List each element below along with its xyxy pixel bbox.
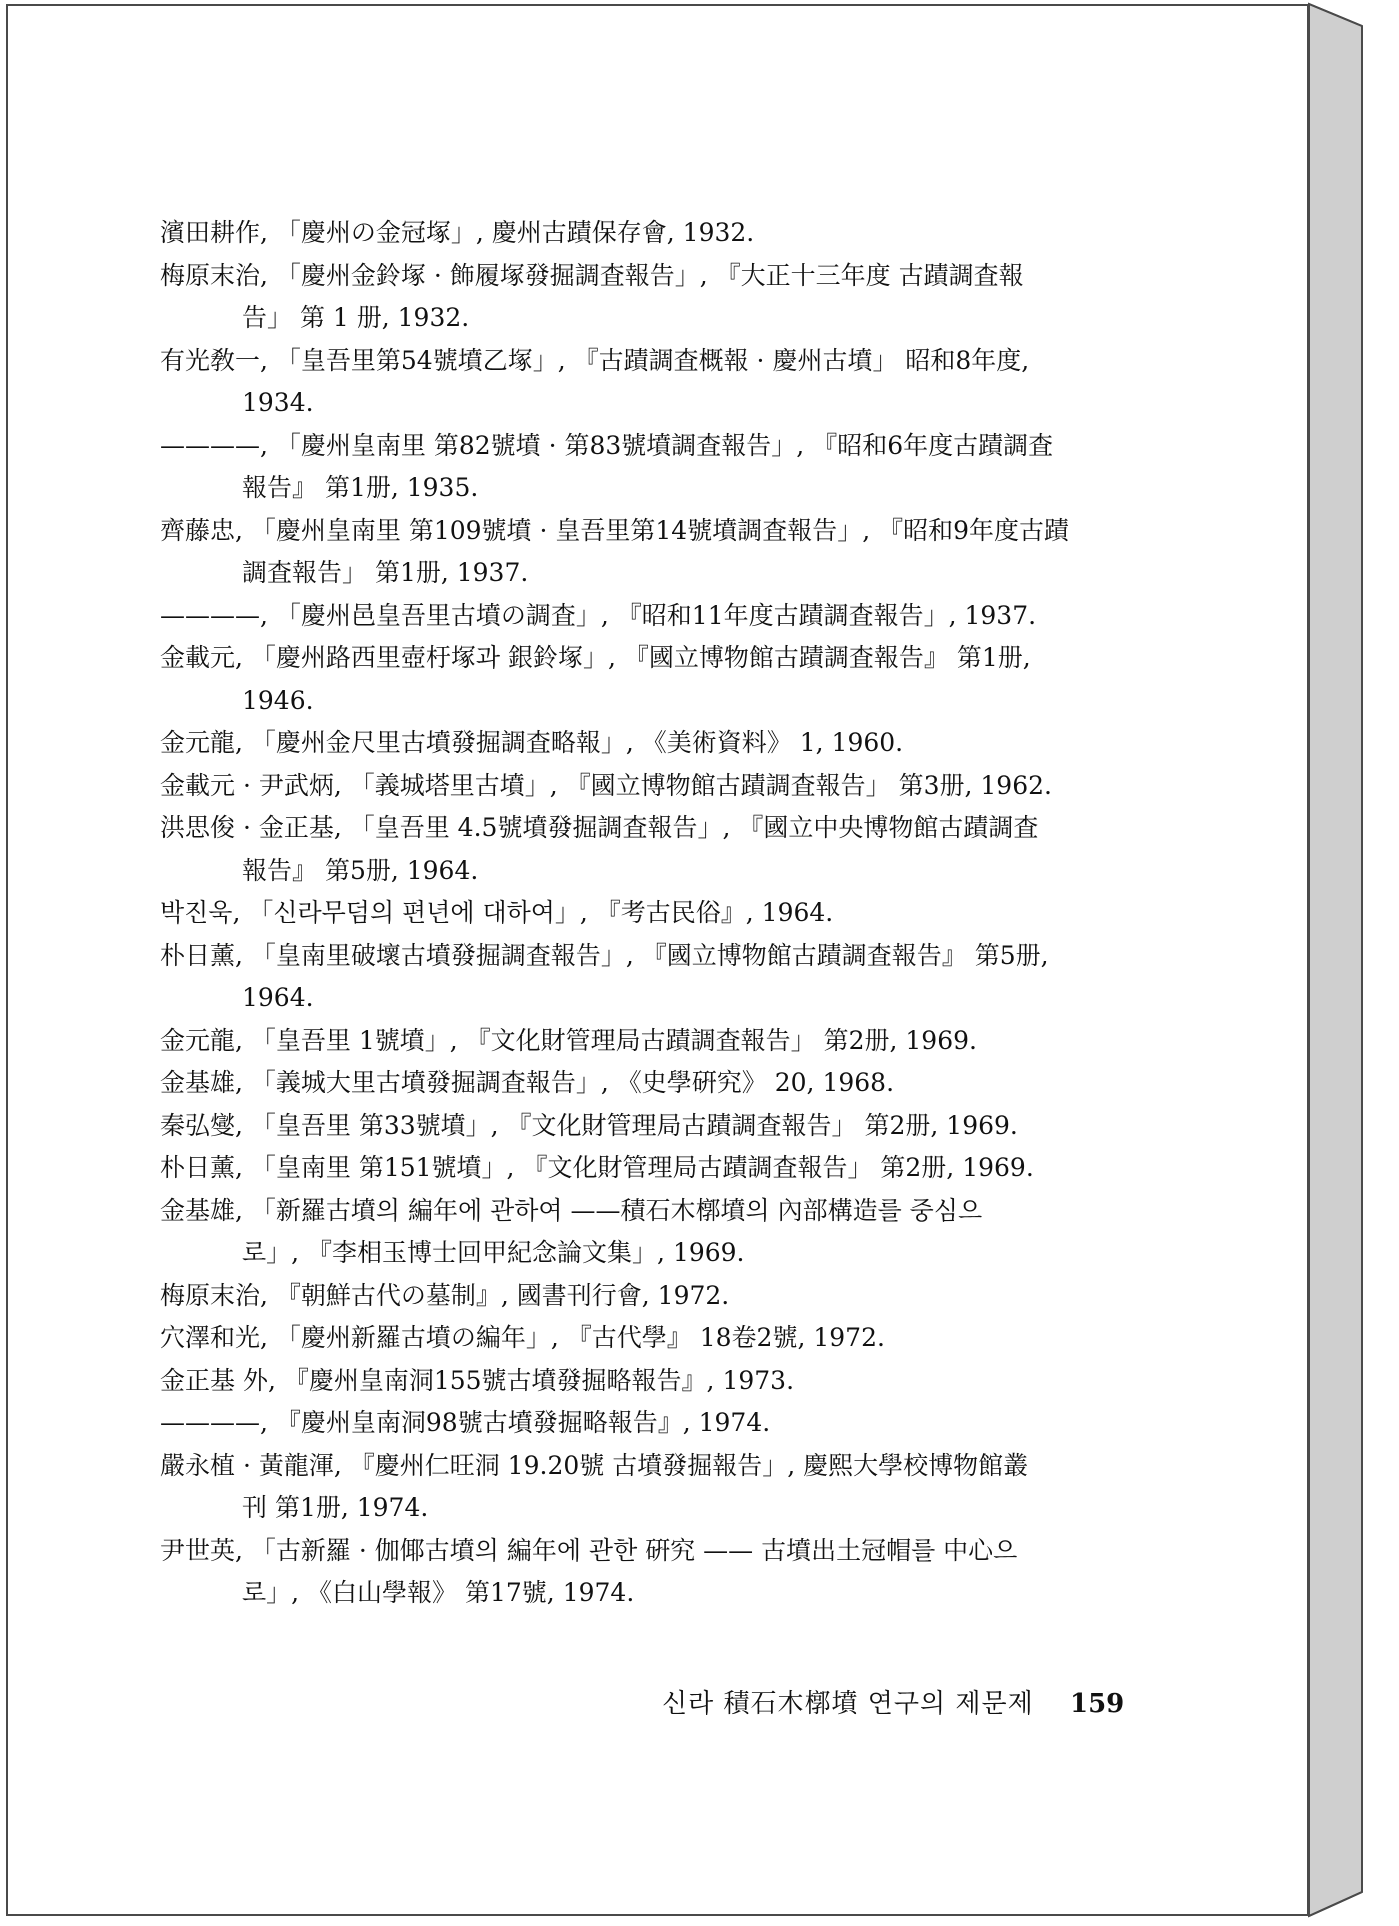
reference-line: 金正基 外, 『慶州皇南洞155號古墳發掘略報告』, 1973.	[160, 1365, 795, 1395]
reference-entry	[160, 1402, 1115, 1445]
running-footer	[662, 1683, 1124, 1720]
reference-entry	[160, 1275, 1115, 1318]
reference-line: 박진욱, 「신라무덤의 편년에 대하여」, 『考古民俗』, 1964.	[160, 898, 834, 927]
reference-entry	[160, 1190, 1115, 1275]
reference-line: 梅原末治, 「慶州金鈴塚 · 飾履塚發掘調査報告」, 『大正十三年度 古蹟調査報	[160, 260, 1024, 290]
reference-entry	[160, 1530, 1115, 1615]
reference-line: 朴日薰, 「皇南里破壞古墳發掘調査報告」, 『國立博物館古蹟調査報告』 第5册,	[160, 940, 1049, 970]
reference-entry	[160, 722, 1115, 765]
reference-line: 嚴永植 · 黃龍渾, 『慶州仁旺洞 19.20號 古墳發掘報告」, 慶熙大學校博物館叢	[160, 1450, 1029, 1480]
reference-line: 秦弘燮, 「皇吾里 第33號墳」, 『文化財管理局古蹟調査報告」 第2册, 1969.	[160, 1110, 1018, 1140]
reference-line: ————, 『慶州皇南洞98號古墳發掘略報告』, 1974.	[160, 1408, 771, 1437]
reference-line: 金元龍, 「慶州金尺里古墳發掘調査略報」, 《美術資料》 1, 1960.	[160, 728, 904, 757]
reference-continuation-line: 로」, 《白山學報》 第17號, 1974.	[242, 1578, 635, 1607]
reference-line: 金元龍, 「皇吾里 1號墳」, 『文化財管理局古蹟調査報告」 第2册, 1969.	[160, 1025, 977, 1055]
reference-entry	[160, 1020, 1115, 1063]
reference-line: 金載元, 「慶州路西里壺杅塚과 銀鈴塚」, 『國立博物館古蹟調査報告』 第1册,	[160, 643, 1031, 672]
reference-entry	[160, 1062, 1115, 1105]
reference-line: 齊藤忠, 「慶州皇南里 第109號墳 · 皇吾里第14號墳調査報告」, 『昭和9年度古蹟	[160, 515, 1070, 545]
reference-line: 尹世英, 「古新羅 · 伽倻古墳의 編年에 관한 硏究 —— 古墳出土冠帽를 中心으	[160, 1535, 1018, 1565]
reference-line: 朴日薰, 「皇南里 第151號墳」, 『文化財管理局古蹟調査報告」 第2册, 1969.	[160, 1153, 1034, 1182]
reference-continuation-line: 로」, 『李相玉博士回甲紀念論文集」, 1969.	[242, 1238, 745, 1267]
reference-continuation-line: 告」 第 1 册, 1932.	[242, 303, 470, 332]
reference-line: 梅原末治, 『朝鮮古代の墓制』, 國書刊行會, 1972.	[160, 1280, 730, 1310]
reference-entry	[160, 1147, 1115, 1190]
reference-line: 金載元 · 尹武炳, 「義城塔里古墳」, 『國立博物館古蹟調査報告」 第3册, 1962.	[160, 770, 1052, 800]
footer-title: 신라 積石木槨墳 연구의 제문제	[662, 1689, 1034, 1719]
reference-line: ————, 「慶州皇南里 第82號墳 · 第83號墳調査報告」, 『昭和6年度古蹟調査	[160, 430, 1054, 460]
reference-line: 濱田耕作, 「慶州の金冠塚」, 慶州古蹟保存會, 1932.	[160, 218, 755, 247]
reference-line: ————, 「慶州邑皇吾里古墳の調査」, 『昭和11年度古蹟調査報告」, 1937.	[160, 600, 1037, 630]
reference-entry	[160, 510, 1115, 595]
reference-entry	[160, 425, 1115, 510]
reference-entry	[160, 807, 1115, 892]
page-number: 159	[1070, 1689, 1125, 1719]
reference-continuation-line: 1946.	[242, 685, 314, 715]
reference-continuation-line: 1934.	[242, 388, 314, 417]
reference-line: 洪思俊 · 金正基, 「皇吾里 4.5號墳發掘調査報告」, 『國立中央博物館古蹟調査	[160, 813, 1039, 842]
reference-entry	[160, 1105, 1115, 1148]
reference-line: 有光敎一, 「皇吾里第54號墳乙塚」, 『古蹟調査概報 · 慶州古墳」 昭和8年度,	[160, 345, 1030, 375]
reference-entry	[160, 212, 1115, 255]
reference-continuation-line: 調査報告」 第1册, 1937.	[242, 558, 529, 587]
reference-line: 穴澤和光, 「慶州新羅古墳の編年」, 『古代學』 18卷2號, 1972.	[160, 1323, 885, 1352]
reference-entry	[160, 255, 1115, 340]
reference-continuation-line: 報告』 第1册, 1935.	[242, 473, 479, 502]
reference-entry	[160, 892, 1115, 935]
reference-continuation-line: 報告』 第5册, 1964.	[242, 855, 479, 885]
reference-entry	[160, 1445, 1115, 1530]
reference-entry	[160, 637, 1115, 722]
reference-line: 金基雄, 「義城大里古墳發掘調査報告」, 《史學硏究》 20, 1968.	[160, 1068, 895, 1097]
reference-entry	[160, 765, 1115, 808]
reference-entry	[160, 340, 1115, 425]
reference-entry	[160, 935, 1115, 1020]
reference-continuation-line: 刊 第1册, 1974.	[242, 1493, 429, 1522]
reference-entry	[160, 595, 1115, 638]
reference-line: 金基雄, 「新羅古墳의 編年에 관하여 ——積石木槨墳의 內部構造를 중심으	[160, 1195, 983, 1225]
reference-entry	[160, 1360, 1115, 1403]
reference-continuation-line: 1964.	[242, 983, 314, 1012]
reference-entry	[160, 1317, 1115, 1360]
reference-list	[160, 212, 1115, 1615]
